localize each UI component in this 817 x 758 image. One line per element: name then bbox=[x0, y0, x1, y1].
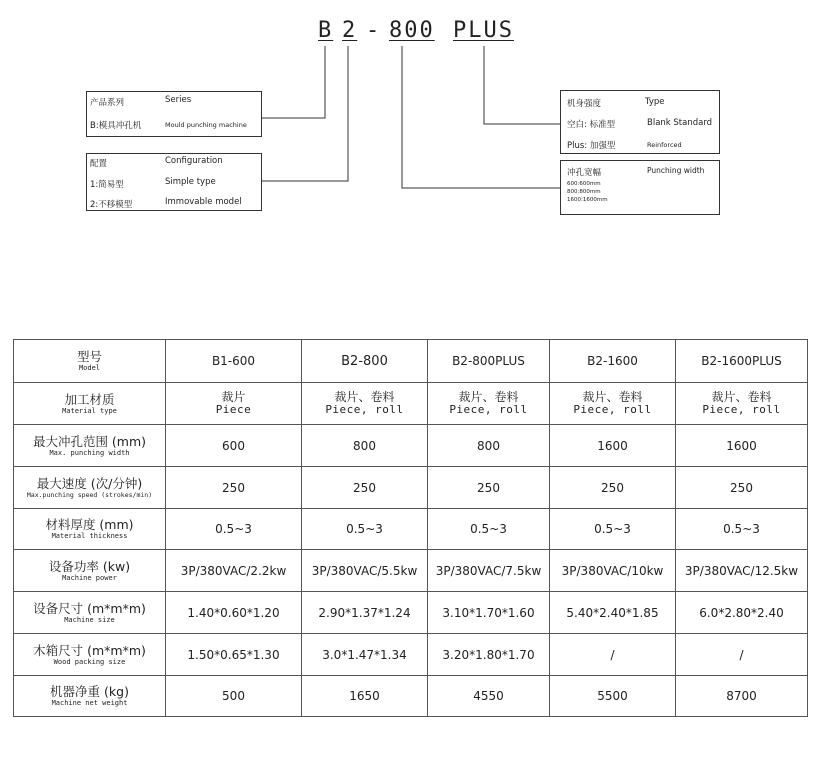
table-row bbox=[14, 634, 808, 676]
table-cell: 3P/380VAC/7.5kw bbox=[428, 550, 550, 592]
type-opt2-en: Reinforced bbox=[647, 141, 682, 149]
table-row bbox=[14, 425, 808, 467]
type-opt1-cn: 空白: 标准型 bbox=[567, 120, 616, 130]
spec-table bbox=[13, 339, 808, 717]
row-label: 型号 Model bbox=[14, 340, 166, 383]
table-cell: 4550 bbox=[428, 676, 550, 717]
table-cell: 3.10*1.70*1.60 bbox=[428, 592, 550, 634]
table-cell: 1.50*0.65*1.30 bbox=[166, 634, 302, 676]
config-opt2-cn: 2:不移模型 bbox=[90, 200, 133, 210]
table-cell: 6.0*2.80*2.40 bbox=[676, 592, 808, 634]
table-cell: 5500 bbox=[550, 676, 676, 717]
table-cell: 裁片 Piece bbox=[166, 383, 302, 425]
table-cell: 8700 bbox=[676, 676, 808, 717]
table-row bbox=[14, 676, 808, 717]
table-cell: 250 bbox=[550, 467, 676, 509]
table-cell: 250 bbox=[302, 467, 428, 509]
type-opt1-en: Blank Standard bbox=[647, 118, 713, 128]
table-cell: 600 bbox=[166, 425, 302, 467]
table-cell: 5.40*2.40*1.85 bbox=[550, 592, 676, 634]
type-label-cn: 机身强度 bbox=[567, 99, 602, 109]
width-label-cn: 冲孔宽幅 bbox=[567, 168, 602, 178]
table-row bbox=[14, 467, 808, 509]
row-label: 最大速度 (次/分钟) Max.punching speed (strokes/min) bbox=[14, 467, 166, 509]
table-cell: 0.5~3 bbox=[550, 509, 676, 550]
model-col: B2-800 bbox=[302, 340, 428, 383]
series-label-en: Series bbox=[165, 95, 192, 105]
table-cell: 250 bbox=[676, 467, 808, 509]
row-label: 机器净重 (kg) Machine net weight bbox=[14, 676, 166, 717]
table-cell: 1.40*0.60*1.20 bbox=[166, 592, 302, 634]
config-opt1-en: Simple type bbox=[165, 177, 216, 187]
series-label-cn: 产品系列 bbox=[90, 98, 125, 108]
table-cell: / bbox=[676, 634, 808, 676]
model-col: B2-1600 bbox=[550, 340, 676, 383]
series-value-en: Mould punching machine bbox=[165, 121, 247, 129]
table-row bbox=[14, 550, 808, 592]
width-opt1: 600:600mm bbox=[567, 181, 601, 187]
width-opt3: 1600:1600mm bbox=[567, 197, 608, 203]
table-cell: 800 bbox=[428, 425, 550, 467]
table-cell: 250 bbox=[428, 467, 550, 509]
series-value-cn: B:模具冲孔机 bbox=[90, 121, 142, 131]
table-cell: 裁片、卷料 Piece, roll bbox=[302, 383, 428, 425]
config-opt1-cn: 1:简易型 bbox=[90, 180, 124, 190]
table-cell: 1600 bbox=[550, 425, 676, 467]
table-cell: 800 bbox=[302, 425, 428, 467]
model-code-config: 2 bbox=[342, 18, 358, 43]
table-cell: 0.5~3 bbox=[676, 509, 808, 550]
type-opt2-cn: Plus: 加强型 bbox=[567, 141, 616, 151]
table-cell: 3P/380VAC/12.5kw bbox=[676, 550, 808, 592]
config-label-en: Configuration bbox=[165, 156, 223, 166]
table-cell: 裁片、卷料 Piece, roll bbox=[550, 383, 676, 425]
table-row bbox=[14, 383, 808, 425]
row-label: 最大冲孔范围 (mm) Max. punching width bbox=[14, 425, 166, 467]
width-opt2: 800:800mm bbox=[567, 189, 601, 195]
row-label: 木箱尺寸 (m*m*m) Wood packing size bbox=[14, 634, 166, 676]
model-code-width: 800 bbox=[389, 18, 435, 43]
table-cell: 3.0*1.47*1.34 bbox=[302, 634, 428, 676]
table-cell: 0.5~3 bbox=[428, 509, 550, 550]
table-row bbox=[14, 592, 808, 634]
row-label: 加工材质 Material type bbox=[14, 383, 166, 425]
table-cell: 1650 bbox=[302, 676, 428, 717]
table-header-row bbox=[14, 340, 808, 383]
model-code-dash: - bbox=[366, 18, 382, 43]
width-label-en: Punching width bbox=[647, 166, 705, 175]
table-cell: 3P/380VAC/5.5kw bbox=[302, 550, 428, 592]
table-row bbox=[14, 509, 808, 550]
row-label: 材料厚度 (mm) Material thickness bbox=[14, 509, 166, 550]
table-cell: 0.5~3 bbox=[166, 509, 302, 550]
series-box bbox=[86, 91, 262, 137]
row-label: 设备功率 (kw) Machine power bbox=[14, 550, 166, 592]
table-cell: 250 bbox=[166, 467, 302, 509]
model-col: B2-800PLUS bbox=[428, 340, 550, 383]
model-col: B2-1600PLUS bbox=[676, 340, 808, 383]
table-cell: 裁片、卷料 Piece, roll bbox=[428, 383, 550, 425]
config-opt2-en: Immovable model bbox=[165, 197, 242, 207]
table-cell: 0.5~3 bbox=[302, 509, 428, 550]
table-cell: 3P/380VAC/10kw bbox=[550, 550, 676, 592]
model-code-type: PLUS bbox=[453, 18, 514, 43]
table-cell: 3P/380VAC/2.2kw bbox=[166, 550, 302, 592]
table-cell: / bbox=[550, 634, 676, 676]
model-col: B1-600 bbox=[166, 340, 302, 383]
table-cell: 3.20*1.80*1.70 bbox=[428, 634, 550, 676]
row-label: 设备尺寸 (m*m*m) Machine size bbox=[14, 592, 166, 634]
type-label-en: Type bbox=[645, 97, 665, 107]
code-series: B bbox=[318, 18, 334, 43]
config-box bbox=[86, 153, 262, 211]
config-label-cn: 配置 bbox=[90, 159, 108, 169]
table-cell: 裁片、卷料 Piece, roll bbox=[676, 383, 808, 425]
table-cell: 2.90*1.37*1.24 bbox=[302, 592, 428, 634]
table-cell: 500 bbox=[166, 676, 302, 717]
type-box bbox=[560, 90, 720, 154]
width-box bbox=[560, 160, 720, 215]
table-cell: 1600 bbox=[676, 425, 808, 467]
